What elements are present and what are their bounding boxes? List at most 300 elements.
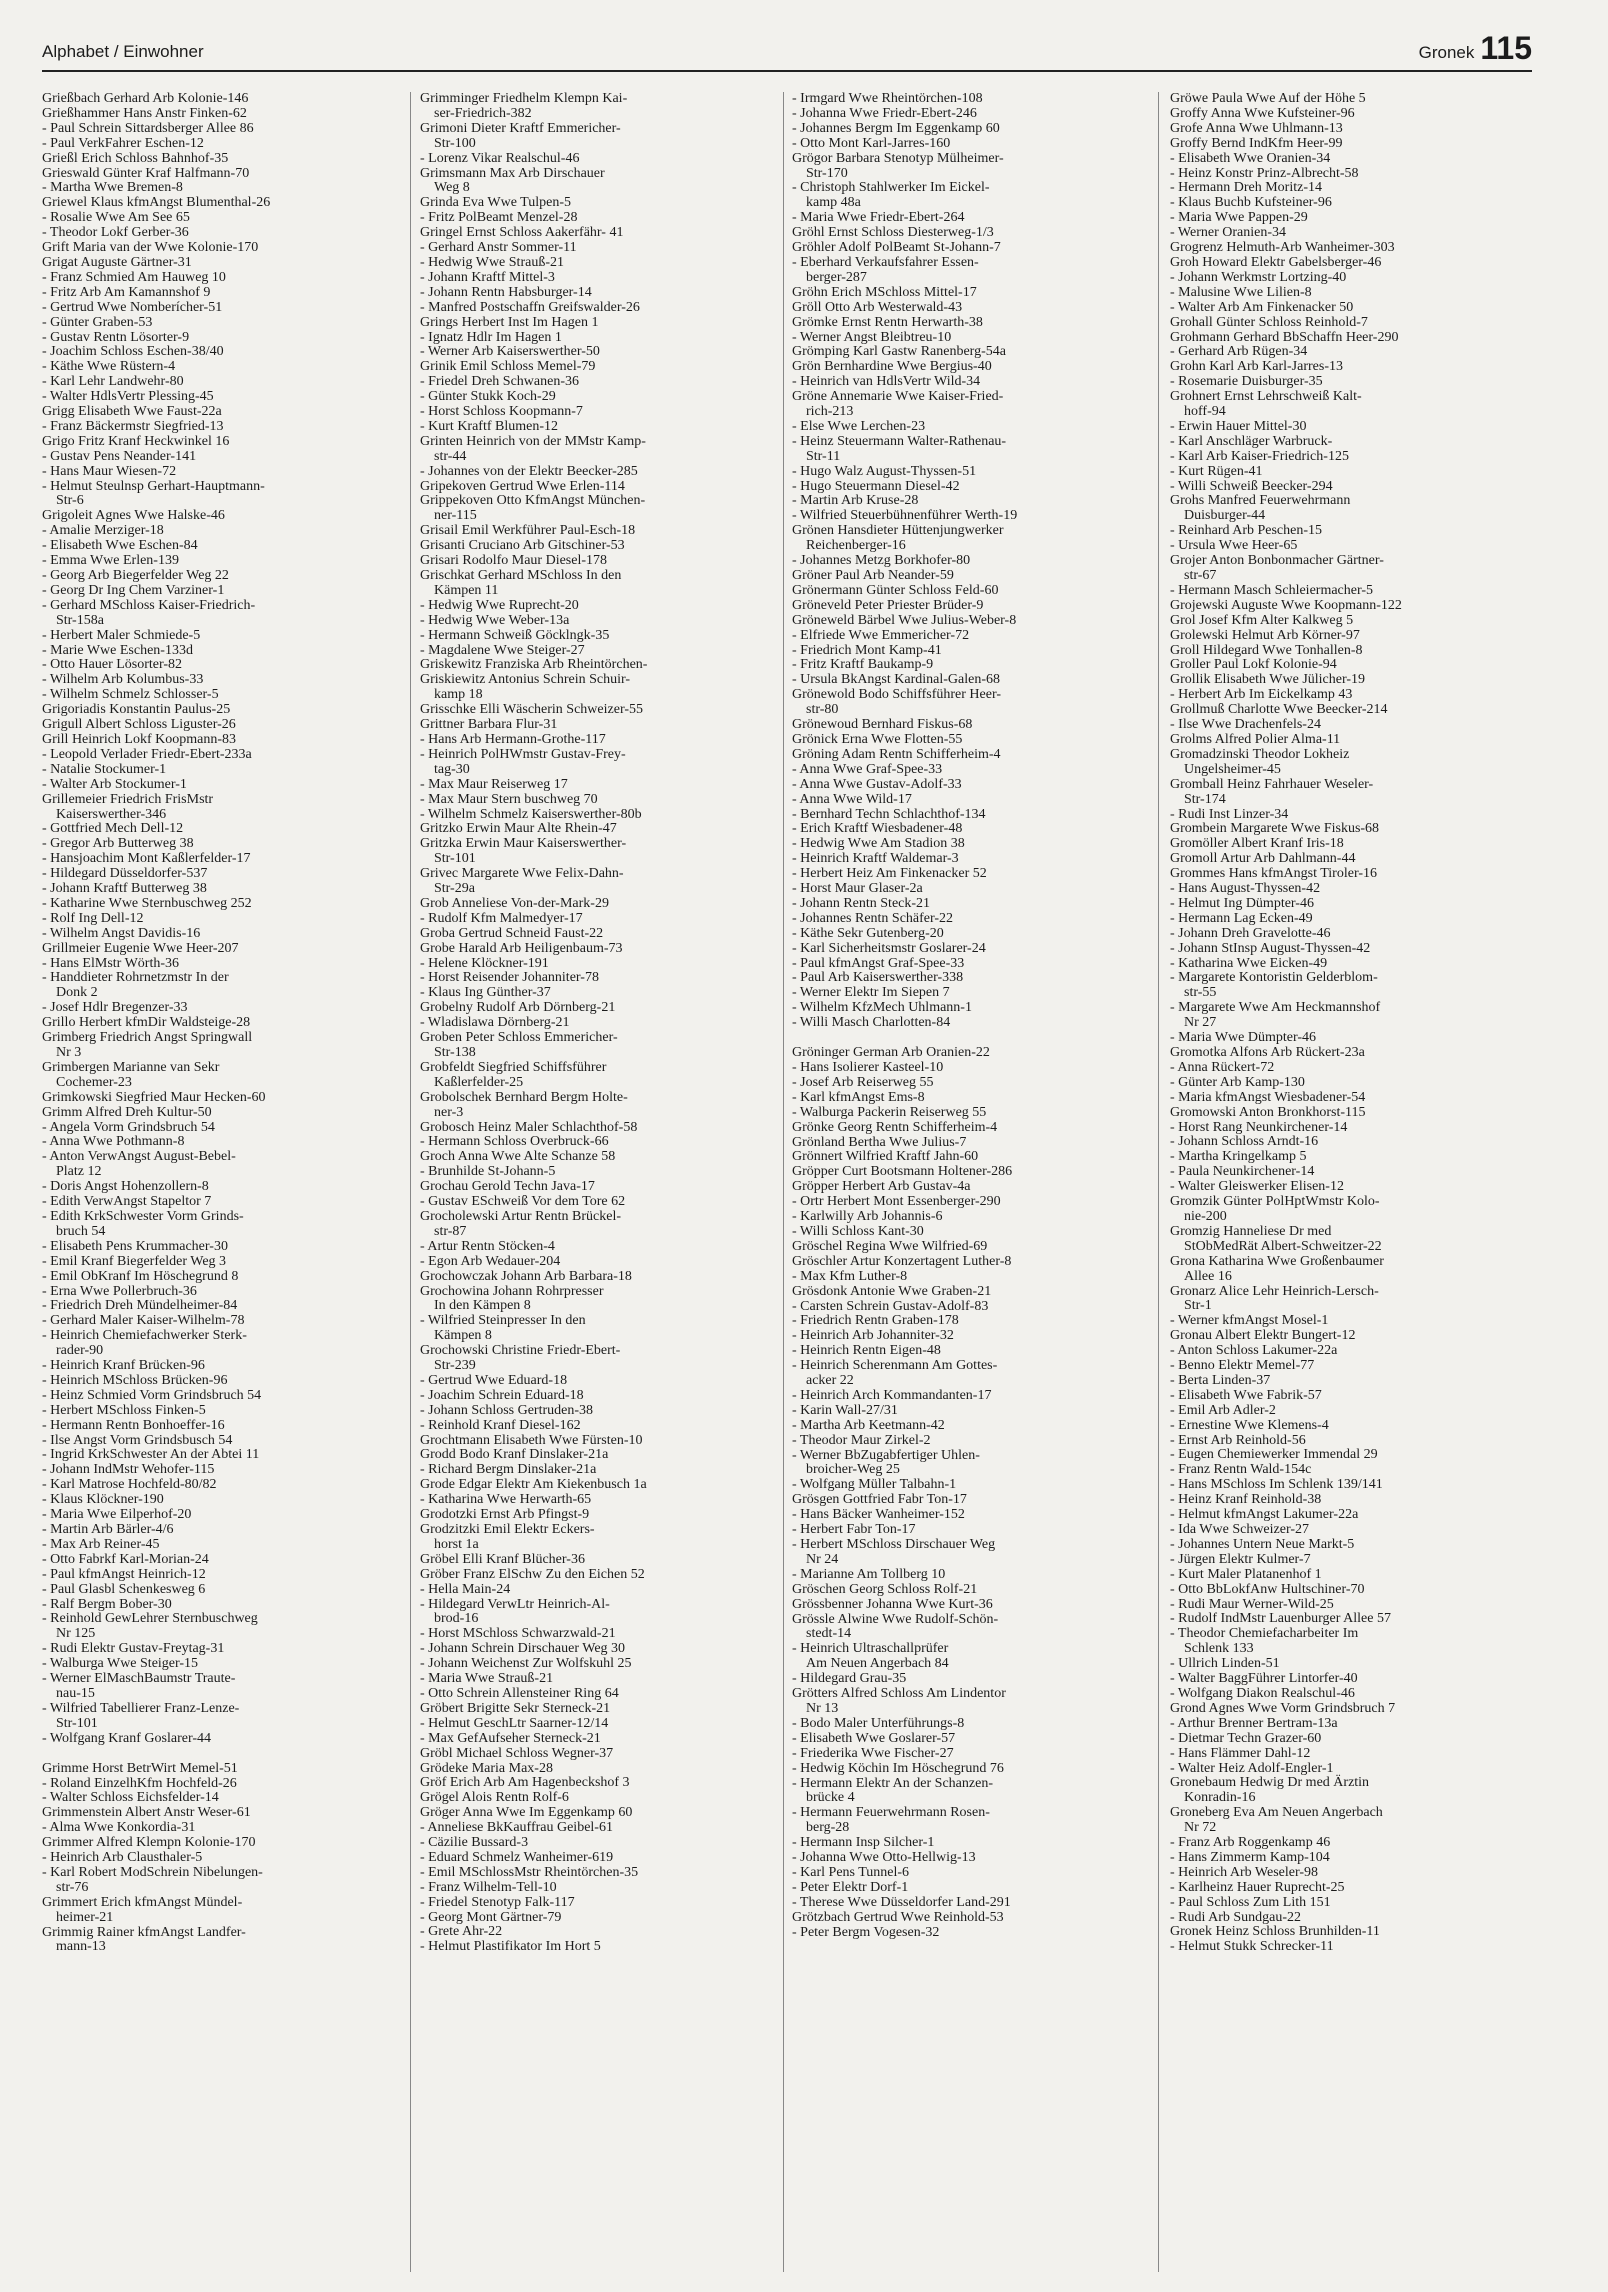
directory-entry-line: - Johann StInsp August-Thyssen-42: [1170, 940, 1371, 956]
directory-entry-line: - Edith VerwAngst Stapeltor 7: [42, 1194, 212, 1210]
page-header: [42, 30, 1532, 72]
directory-entry-line: - Hermann Schloss Overbruck-66: [420, 1134, 609, 1150]
directory-entry-line: - Theodor Chemiefacharbeiter Im: [1170, 1626, 1359, 1642]
directory-entry-line: - Franz Schmied Am Hauweg 10: [42, 269, 226, 285]
directory-entry-line: - Wolfgang Kranf Goslarer-44: [42, 1730, 211, 1746]
directory-entry-line: - Emma Wwe Erlen-139: [42, 553, 179, 569]
directory-entry-line: Grittner Barbara Flur-31: [420, 717, 558, 733]
directory-entry-line: - Otto Fabrkf Karl-Morian-24: [42, 1551, 209, 1567]
directory-entry-line: horst 1a: [434, 1536, 479, 1552]
directory-entry-line: - Klaus Buchb Kufsteiner-96: [1170, 195, 1332, 211]
directory-entry-line: - Wilhelm Arb Kolumbus-33: [42, 672, 204, 688]
directory-column-4: [1170, 92, 1535, 2277]
directory-entry-line: Groffy Anna Wwe Kufsteiner-96: [1170, 105, 1355, 121]
directory-entry-line: Grommes Hans kfmAngst Tiroler-16: [1170, 866, 1377, 882]
directory-entry-line: Grimmer Alfred Klempn Kolonie-170: [42, 1835, 256, 1851]
directory-entry-line: Grohmann Gerhard BbSchaffn Heer-290: [1170, 329, 1399, 345]
directory-entry-line: - Karl Anschläger Warbruck-: [1170, 433, 1333, 449]
directory-entry-line: Grimmig Rainer kfmAngst Landfer-: [42, 1924, 246, 1940]
directory-entry-line: Grönland Bertha Wwe Julius-7: [792, 1134, 967, 1150]
directory-entry-line: - Hedwig Wwe Ruprecht-20: [420, 597, 579, 613]
directory-entry-line: - Cäzilie Bussard-3: [420, 1835, 529, 1851]
directory-entry-line: - Gerhard Anstr Sommer-11: [420, 240, 577, 256]
directory-entry-line: Groben Peter Schloss Emmericher-: [420, 1030, 618, 1046]
directory-entry-line: - Wolfgang Müller Talbahn-1: [792, 1477, 957, 1493]
directory-entry-line: - Edith KrkSchwester Vorm Grinds-: [42, 1208, 244, 1224]
directory-entry-line: Grollik Elisabeth Wwe Jülicher-19: [1170, 672, 1366, 688]
directory-entry-line: Allee 16: [1184, 1268, 1232, 1284]
directory-entry-line: - Emil Arb Adler-2: [1170, 1402, 1276, 1418]
directory-entry-line: - Therese Wwe Düsseldorfer Land-291: [792, 1894, 1011, 1910]
directory-entry-line: Griewel Klaus kfmAngst Blumenthal-26: [42, 195, 271, 211]
directory-entry-line: Gritzka Erwin Maur Kaiserswerther-: [420, 836, 627, 852]
directory-entry-line: - Ernst Arb Reinhold-56: [1170, 1432, 1306, 1448]
directory-entry-line: - Anna Wwe Pothmann-8: [42, 1134, 185, 1150]
directory-entry-line: Gröneveld Peter Priester Brüder-9: [792, 597, 984, 613]
directory-entry-line: - Gertrud Wwe Eduard-18: [420, 1372, 568, 1388]
directory-entry-line: - Rudi Maur Werner-Wild-25: [1170, 1596, 1334, 1612]
directory-entry-line: Grobosch Heinz Maler Schlachthof-58: [420, 1119, 638, 1135]
directory-entry-line: - Natalie Stockumer-1: [42, 761, 167, 777]
directory-entry-line: Grodd Bodo Kranf Dinslaker-21a: [420, 1447, 609, 1463]
directory-entry-line: Grol Josef Kfm Alter Kalkweg 5: [1170, 612, 1354, 628]
directory-entry-line: - Johannes von der Elektr Beecker-285: [420, 463, 638, 479]
directory-entry-line: Weg 8: [434, 180, 470, 196]
directory-entry-line: Grießhammer Hans Anstr Finken-62: [42, 105, 247, 121]
directory-entry-line: Grimbergen Marianne van Sekr: [42, 1059, 220, 1075]
directory-entry-line: - Hedwig Wwe Strauß-21: [420, 254, 564, 270]
directory-entry-line: - Johannes Metzg Borkhofer-80: [792, 553, 971, 569]
directory-entry-line: - Martin Arb Bärler-4/6: [42, 1522, 174, 1537]
directory-entry-line: - Kurt Maler Platanenhof 1: [1170, 1566, 1322, 1582]
directory-entry-line: - Hans August-Thyssen-42: [1170, 881, 1321, 897]
directory-entry-line: Nr 24: [806, 1551, 839, 1567]
directory-entry-line: str-44: [434, 448, 467, 464]
directory-entry-line: - Rudi Inst Linzer-34: [1170, 806, 1289, 822]
directory-entry-line: Gröninger German Arb Oranien-22: [792, 1045, 990, 1061]
directory-entry-line: Grisanti Cruciano Arb Gitschiner-53: [420, 538, 625, 554]
directory-entry-line: Grollmuß Charlotte Wwe Beecker-214: [1170, 702, 1388, 718]
directory-entry-line: Groneberg Eva Am Neuen Angerbach: [1170, 1805, 1383, 1821]
directory-entry-line: - Else Wwe Lerchen-23: [792, 418, 926, 434]
directory-entry-line: heimer-21: [56, 1909, 114, 1925]
directory-entry-line: - Karl Robert ModSchrein Nibelungen-: [42, 1864, 263, 1880]
directory-entry-line: Schlenk 133: [1184, 1641, 1254, 1657]
directory-entry-line: - Emil ObKranf Im Höschegrund 8: [42, 1268, 239, 1284]
directory-entry-line: - Rudi Arb Sundgau-22: [1170, 1909, 1302, 1925]
directory-entry-line: Gröpper Curt Bootsmann Holtener-286: [792, 1164, 1013, 1180]
directory-entry-line: - Johannes Bergm Im Eggenkamp 60: [792, 120, 1000, 136]
directory-entry-line: - Martin Arb Kruse-28: [792, 493, 919, 509]
directory-entry-line: - Manfred Postschaffn Greifswalder-26: [420, 299, 640, 315]
directory-entry-line: Grift Maria van der Wwe Kolonie-170: [42, 240, 259, 256]
directory-entry-line: - Max GefAufseher Sterneck-21: [420, 1730, 601, 1746]
directory-entry-line: - Elfriede Wwe Emmericher-72: [792, 627, 970, 643]
directory-entry-line: Grigull Albert Schloss Liguster-26: [42, 717, 236, 733]
directory-entry-line: Grinda Eva Wwe Tulpen-5: [420, 195, 571, 211]
directory-entry-line: - Herbert MSchloss Finken-5: [42, 1402, 206, 1418]
directory-entry-line: - Hans Bäcker Wanheimer-152: [792, 1507, 965, 1523]
directory-entry-line: - Heinrich Ultraschallprüfer: [792, 1641, 949, 1657]
section-title: Alphabet / Einwohner: [42, 42, 204, 61]
directory-entry-line: - Hans Isolierer Kasteel-10: [792, 1060, 944, 1075]
directory-entry-line: Grocholewski Artur Rentn Brückel-: [420, 1208, 622, 1224]
directory-entry-line: Grinik Emil Schloss Memel-79: [420, 359, 596, 375]
directory-entry-line: - Horst Reisender Johanniter-78: [420, 970, 599, 986]
directory-entry-line: - Gustav Pens Neander-141: [42, 448, 197, 464]
directory-entry-line: Grögor Barbara Stenotyp Mülheimer-: [792, 150, 1004, 166]
column-divider: [410, 92, 411, 2272]
directory-entry-line: Gromzig Hanneliese Dr med: [1170, 1223, 1332, 1239]
directory-entry-line: - Friedrich Mont Kamp-41: [792, 642, 942, 658]
directory-entry-line: - Martha Arb Keetmann-42: [792, 1417, 945, 1433]
directory-entry-line: Grön Bernhardine Wwe Bergius-40: [792, 359, 992, 375]
directory-entry-line: Konradin-16: [1184, 1790, 1256, 1806]
directory-entry-line: - Helmut Steulnsp Gerhart-Hauptmann-: [42, 478, 265, 494]
directory-entry-line: - Doris Angst Hohenzollern-8: [42, 1179, 209, 1195]
directory-entry-line: Grießbach Gerhard Arb Kolonie-146: [42, 92, 249, 106]
directory-entry-line: Nr 27: [1184, 1015, 1217, 1031]
directory-entry-line: - Heinz Kranf Reinhold-38: [1170, 1492, 1322, 1508]
directory-entry-line: - Elisabeth Wwe Eschen-84: [42, 538, 198, 554]
directory-entry-line: - Dietmar Techn Grazer-60: [1170, 1730, 1322, 1746]
directory-entry-line: Grivec Margarete Wwe Felix-Dahn-: [420, 866, 624, 882]
directory-entry-line: Grönnert Wilfried Kraftf Jahn-60: [792, 1149, 979, 1165]
directory-entry-line: - Peter Bergm Vogesen-32: [792, 1924, 940, 1940]
directory-entry-line: - Karin Wall-27/31: [792, 1402, 898, 1418]
directory-entry-line: - Willi Masch Charlotten-84: [792, 1015, 951, 1031]
directory-entry-line: Grochowczak Johann Arb Barbara-18: [420, 1268, 632, 1284]
directory-entry-line: ner-115: [434, 508, 477, 524]
directory-entry-line: Grimsmann Max Arb Dirschauer: [420, 165, 605, 181]
directory-entry-line: Griskiewitz Antonius Schrein Schuir-: [420, 672, 631, 688]
directory-entry-line: Grond Agnes Wwe Vorm Grindsbruch 7: [1170, 1700, 1396, 1716]
directory-entry-line: Grobfeldt Siegfried Schiffsführer: [420, 1059, 607, 1075]
directory-entry-line: - Walter BaggFührer Lintorfer-40: [1170, 1671, 1358, 1687]
directory-entry-line: - Wilhelm Angst Davidis-16: [42, 925, 201, 941]
directory-entry-line: Grob Anneliese Von-der-Mark-29: [420, 895, 609, 911]
directory-entry-line: - Hermann Elektr An der Schanzen-: [792, 1775, 993, 1791]
directory-entry-line: Grohs Manfred Feuerwehrmann: [1170, 493, 1351, 509]
directory-entry-line: Grimberg Friedrich Angst Springwall: [42, 1030, 253, 1046]
directory-entry-line: Grigoleit Agnes Wwe Halske-46: [42, 508, 225, 524]
directory-entry-line: - Eugen Chemiewerker Immendal 29: [1170, 1447, 1378, 1463]
directory-entry-line: Gröbel Elli Kranf Blücher-36: [420, 1551, 585, 1567]
directory-entry-line: - Wilfried Steuerbühnenführer Werth-19: [792, 508, 1018, 524]
directory-entry-line: - Walburga Packerin Reiserweg 55: [792, 1104, 987, 1120]
directory-entry-line: - Rudolf Kfm Malmedyer-17: [420, 910, 583, 926]
directory-entry-line: - Friedrich Dreh Mündelheimer-84: [42, 1298, 238, 1314]
directory-entry-line: - Heinrich Arb Johanniter-32: [792, 1328, 954, 1344]
directory-entry-line: Grinten Heinrich von der MMstr Kamp-: [420, 433, 646, 449]
directory-entry-line: Str-138: [434, 1045, 476, 1060]
directory-entry-line: - Heinrich Arch Kommandanten-17: [792, 1387, 992, 1403]
directory-entry-line: - Paul kfmAngst Heinrich-12: [42, 1566, 206, 1582]
directory-entry-line: - Hermann Insp Silcher-1: [792, 1835, 935, 1851]
directory-entry-line: - Marianne Am Tollberg 10: [792, 1566, 946, 1582]
directory-entry-line: - Otto Hauer Lösorter-82: [42, 657, 183, 673]
directory-entry-line: - Bernhard Techn Schlachthof-134: [792, 806, 986, 822]
directory-entry-line: - Lorenz Vikar Realschul-46: [420, 150, 580, 166]
directory-entry-line: - Maria Wwe Pappen-29: [1170, 210, 1308, 226]
directory-entry-line: [42, 1747, 402, 1762]
directory-entry-line: - Josef Arb Reiserweg 55: [792, 1074, 934, 1090]
directory-entry-line: StObMedRät Albert-Schweitzer-22: [1184, 1238, 1382, 1254]
directory-entry-line: Grieswald Günter Kraf Halfmann-70: [42, 165, 250, 181]
directory-entry-line: - Heinrich van HdlsVertr Wild-34: [792, 374, 981, 390]
directory-entry-line: - Helmut Stukk Schrecker-11: [1170, 1939, 1334, 1955]
directory-entry-line: Gröf Erich Arb Am Hagenbeckshof 3: [420, 1775, 630, 1791]
directory-entry-line: Grohn Karl Arb Karl-Jarres-13: [1170, 359, 1343, 375]
directory-entry-line: - Walter HdlsVertr Plessing-45: [42, 389, 214, 405]
directory-entry-line: stedt-14: [806, 1626, 852, 1642]
directory-entry-line: Groll Hildegard Wwe Tonhallen-8: [1170, 642, 1363, 658]
directory-entry-line: Grings Herbert Inst Im Hagen 1: [420, 314, 599, 330]
directory-entry-line: - Heinrich Arb Clausthaler-5: [42, 1850, 203, 1866]
directory-entry-line: Grötzbach Gertrud Wwe Reinhold-53: [792, 1909, 1004, 1925]
directory-entry-line: - Paula Neunkirchener-14: [1170, 1164, 1315, 1180]
directory-entry-line: - Günter Arb Kamp-130: [1170, 1074, 1305, 1090]
directory-entry-line: acker 22: [806, 1373, 854, 1389]
directory-entry-line: - Johann Rentn Habsburger-14: [420, 284, 592, 300]
directory-entry-line: - Johann Schloss Arndt-16: [1170, 1134, 1319, 1150]
directory-entry-line: In den Kämpen 8: [434, 1298, 531, 1314]
directory-entry-line: - Hildegard Grau-35: [792, 1671, 907, 1687]
directory-column-1: [42, 92, 402, 2277]
directory-entry-line: - Helmut GeschLtr Saarner-12/14: [420, 1715, 609, 1731]
directory-entry-line: ser-Friedrich-382: [434, 105, 532, 121]
directory-entry-line: - Maria Wwe Strauß-21: [420, 1671, 554, 1687]
directory-entry-line: - Joachim Schloss Eschen-38/40: [42, 344, 224, 360]
directory-entry-line: Grombein Margarete Wwe Fiskus-68: [1170, 821, 1380, 837]
directory-entry-line: Grönke Georg Rentn Schifferheim-4: [792, 1119, 998, 1135]
directory-entry-line: Griskewitz Franziska Arb Rheintörchen-: [420, 657, 648, 673]
directory-entry-line: - Wladislawa Dörnberg-21: [420, 1015, 570, 1031]
directory-entry-line: - Heinz Konstr Prinz-Albrecht-58: [1170, 165, 1359, 181]
directory-entry-line: - Hans Flämmer Dahl-12: [1170, 1745, 1311, 1761]
directory-entry-line: - Wilhelm Schmelz Schlosser-5: [42, 687, 219, 703]
directory-entry-line: brod-16: [434, 1611, 479, 1627]
directory-entry-line: - Paul Glasbl Schenkesweg 6: [42, 1581, 206, 1597]
directory-entry-line: - Egon Arb Wedauer-204: [420, 1253, 561, 1269]
directory-entry-line: - Herbert Heiz Am Finkenacker 52: [792, 866, 987, 882]
directory-entry-line: - Gustav Rentn Lösorter-9: [42, 329, 190, 345]
directory-entry-line: Grönick Erna Wwe Flotten-55: [792, 731, 963, 747]
directory-entry-line: Reichenberger-16: [806, 538, 906, 554]
directory-entry-line: - Emil MSchlossMstr Rheintörchen-35: [420, 1864, 639, 1880]
directory-entry-line: - Karl Pens Tunnel-6: [792, 1864, 910, 1880]
directory-entry-line: - Heinz Schmied Vorm Grindsbruch 54: [42, 1387, 262, 1403]
directory-entry-line: Grochtmann Elisabeth Wwe Fürsten-10: [420, 1432, 643, 1448]
directory-entry-line: Grochau Gerold Techn Java-17: [420, 1179, 595, 1195]
directory-entry-line: - Paul kfmAngst Graf-Spee-33: [792, 955, 965, 971]
directory-entry-line: Str-101: [434, 851, 476, 867]
directory-entry-line: - Marie Wwe Eschen-133d: [42, 642, 193, 658]
directory-entry-line: - Rudi Elektr Gustav-Freytag-31: [42, 1641, 225, 1657]
directory-entry-line: - Kurt Kraftf Blumen-12: [420, 418, 559, 434]
running-head: [1419, 30, 1532, 67]
directory-entry-line: - Heinrich Scherenmann Am Gottes-: [792, 1358, 998, 1374]
directory-entry-line: Grohall Günter Schloss Reinhold-7: [1170, 314, 1368, 330]
directory-entry-line: - Werner Elektr Im Siepen 7: [792, 985, 950, 1001]
directory-entry-line: - Werner kfmAngst Mosel-1: [1170, 1313, 1329, 1329]
directory-entry-line: - Eberhard Verkaufsfahrer Essen-: [792, 254, 979, 270]
directory-entry-line: - Werner Arb Kaiserswerther-50: [420, 344, 600, 360]
directory-entry-line: Grögel Alois Rentn Rolf-6: [420, 1790, 569, 1806]
directory-entry-line: - Helmut Ing Dümpter-46: [1170, 895, 1314, 911]
directory-entry-line: - Elisabeth Wwe Fabrik-57: [1170, 1387, 1322, 1403]
directory-entry-line: - Reinhold GewLehrer Sternbuschweg: [42, 1611, 258, 1627]
directory-entry-line: Groffy Bernd IndKfm Heer-99: [1170, 135, 1343, 151]
directory-entry-line: nau-15: [56, 1685, 95, 1701]
directory-entry-line: - Reinhold Kranf Diesel-162: [420, 1417, 581, 1433]
directory-entry-line: - Hugo Walz August-Thyssen-51: [792, 463, 977, 479]
directory-entry-line: Groch Anna Wwe Alte Schanze 58: [420, 1149, 616, 1165]
directory-entry-line: brücke 4: [806, 1790, 855, 1806]
directory-entry-line: Gritzko Erwin Maur Alte Rhein-47: [420, 821, 617, 837]
directory-entry-line: - Willi Schloss Kant-30: [792, 1223, 924, 1239]
directory-entry-line: - Peter Elektr Dorf-1: [792, 1879, 909, 1895]
directory-entry-line: - Herbert Fabr Ton-17: [792, 1522, 916, 1538]
directory-entry-line: - Maria Wwe Dümpter-46: [1170, 1030, 1317, 1046]
directory-entry-line: Grohnert Ernst Lehrschweiß Kalt-: [1170, 389, 1362, 405]
directory-entry-line: - Friedrich Rentn Graben-178: [792, 1313, 959, 1329]
directory-entry-line: - Werner BbZugabfertiger Uhlen-: [792, 1447, 980, 1463]
directory-entry-line: berger-287: [806, 269, 867, 285]
directory-entry-line: rich-213: [806, 404, 854, 420]
directory-entry-line: - Elisabeth Pens Krummacher-30: [42, 1238, 228, 1254]
directory-column-3: [792, 92, 1148, 2277]
directory-entry-line: Grolms Alfred Polier Alma-11: [1170, 731, 1341, 747]
directory-entry-line: Grillo Herbert kfmDir Waldsteige-28: [42, 1015, 251, 1031]
directory-entry-line: - Helmut Plastifikator Im Hort 5: [420, 1939, 601, 1955]
directory-entry-line: Gromowski Anton Bronkhorst-115: [1170, 1104, 1366, 1120]
directory-entry-line: - Rudolf IndMstr Lauenburger Allee 57: [1170, 1611, 1391, 1627]
directory-entry-line: - Anneliese BkKauffrau Geibel-61: [420, 1820, 613, 1836]
directory-entry-line: - Alma Wwe Konkordia-31: [42, 1820, 196, 1836]
directory-entry-line: - Hedwig Wwe Am Stadion 38: [792, 836, 965, 852]
directory-entry-line: - Friedel Stenotyp Falk-117: [420, 1894, 575, 1910]
directory-entry-line: - Hermann Masch Schleiermacher-5: [1170, 582, 1374, 598]
directory-entry-line: Gröschel Regina Wwe Wilfried-69: [792, 1238, 988, 1254]
directory-entry-line: - Karl Lehr Landwehr-80: [42, 374, 184, 390]
directory-entry-line: - Wolfgang Diakon Realschul-46: [1170, 1685, 1355, 1701]
directory-entry-line: - Irmgard Wwe Rheintörchen-108: [792, 92, 983, 106]
directory-entry-line: - Ilse Wwe Drachenfels-24: [1170, 717, 1321, 733]
directory-entry-line: Gröneweld Bärbel Wwe Julius-Weber-8: [792, 612, 1017, 628]
directory-entry-line: - Eduard Schmelz Wanheimer-619: [420, 1849, 614, 1865]
directory-entry-line: Gröschler Artur Konzertagent Luther-8: [792, 1253, 1012, 1269]
directory-entry-line: Duisburger-44: [1184, 508, 1266, 524]
directory-entry-line: - Anna Wwe Wild-17: [792, 791, 912, 807]
directory-entry-line: - Leopold Verlader Friedr-Ebert-233a: [42, 746, 252, 762]
directory-entry-line: Grigat Auguste Gärtner-31: [42, 254, 192, 270]
directory-entry-line: Kaiserswerther-346: [56, 806, 167, 822]
directory-entry-line: - Heinrich MSchloss Brücken-96: [42, 1372, 228, 1388]
directory-entry-line: Gröger Anna Wwe Im Eggenkamp 60: [420, 1805, 633, 1821]
directory-entry-line: Gringel Ernst Schloss Aakerfähr- 41: [420, 225, 624, 241]
directory-entry-line: - Heinrich Kranf Brücken-96: [42, 1358, 205, 1374]
directory-entry-line: - Otto Mont Karl-Jarres-160: [792, 135, 951, 151]
directory-entry-line: Gromöller Albert Kranf Iris-18: [1170, 836, 1344, 852]
directory-entry-line: - Max Arb Reiner-45: [42, 1536, 160, 1552]
directory-entry-line: - Ullrich Linden-51: [1170, 1656, 1280, 1672]
directory-entry-line: - Günter Graben-53: [42, 314, 153, 330]
directory-entry-line: Grischkat Gerhard MSchloss In den: [420, 568, 622, 583]
directory-entry-line: - Rolf Ing Dell-12: [42, 910, 144, 926]
directory-entry-line: - Heinrich Kraftf Waldemar-3: [792, 851, 959, 867]
directory-entry-line: Donk 2: [56, 985, 98, 1001]
directory-entry-line: Grofe Anna Wwe Uhlmann-13: [1170, 120, 1343, 136]
directory-entry-line: Str-11: [806, 448, 841, 464]
directory-entry-line: - Hans Arb Hermann-Grothe-117: [420, 731, 606, 747]
directory-entry-line: - Heinz Steuermann Walter-Rathenau-: [792, 433, 1007, 449]
directory-entry-line: Gronau Albert Elektr Bungert-12: [1170, 1328, 1356, 1344]
directory-entry-line: Grödeke Maria Max-28: [420, 1760, 553, 1776]
directory-entry-line: Grimoni Dieter Kraftf Emmericher-: [420, 120, 621, 136]
directory-entry-line: [792, 1031, 1148, 1046]
directory-entry-line: - Hermann Rentn Bonhoeffer-16: [42, 1417, 225, 1433]
directory-entry-line: - Hans MSchloss Im Schlenk 139/141: [1170, 1477, 1383, 1493]
directory-entry-line: - Johann Schrein Dirschauer Weg 30: [420, 1641, 626, 1657]
directory-entry-line: Groller Paul Lokf Kolonie-94: [1170, 657, 1337, 673]
directory-entry-line: - Malusine Wwe Lilien-8: [1170, 284, 1312, 300]
directory-entry-line: - Handdieter Rohrnetzmstr In der: [42, 970, 229, 986]
directory-entry-line: - Johannes Rentn Schäfer-22: [792, 910, 954, 926]
directory-entry-line: - Helene Klöckner-191: [420, 955, 549, 971]
directory-entry-line: - Berta Linden-37: [1170, 1372, 1271, 1388]
directory-entry-line: Grimmenstein Albert Anstr Weser-61: [42, 1805, 251, 1821]
directory-entry-line: - Hermann Schweiß Göcklngk-35: [420, 627, 610, 643]
directory-entry-line: - Ursula BkAngst Kardinal-Galen-68: [792, 672, 1001, 688]
directory-entry-line: Groh Howard Elektr Gabelsberger-46: [1170, 254, 1382, 270]
directory-entry-line: - Käthe Wwe Rüstern-4: [42, 359, 176, 375]
directory-entry-line: - Ralf Bergm Bober-30: [42, 1596, 172, 1612]
directory-entry-line: Gromzik Günter PolHptWmstr Kolo-: [1170, 1194, 1380, 1210]
directory-entry-line: - Otto Schrein Allensteiner Ring 64: [420, 1685, 619, 1701]
directory-entry-line: - Ilse Angst Vorm Grindsbusch 54: [42, 1432, 233, 1448]
directory-entry-line: Grisari Rodolfo Maur Diesel-178: [420, 553, 608, 569]
directory-entry-line: ner-3: [434, 1104, 464, 1120]
directory-entry-line: - Willi Schweiß Beecker-294: [1170, 478, 1333, 494]
directory-entry-line: Str-100: [434, 135, 476, 151]
directory-entry-line: - Ernestine Wwe Klemens-4: [1170, 1417, 1329, 1433]
directory-entry-line: - Paul VerkFahrer Eschen-12: [42, 135, 204, 151]
directory-entry-line: - Martha Kringelkamp 5: [1170, 1149, 1307, 1165]
directory-entry-line: - Johannes Untern Neue Markt-5: [1170, 1536, 1355, 1552]
directory-entry-line: str-76: [56, 1879, 89, 1895]
directory-entry-line: - Werner Oranien-34: [1170, 225, 1287, 241]
directory-entry-line: - Artur Rentn Stöcken-4: [420, 1238, 555, 1254]
directory-entry-line: Grönen Hansdieter Hüttenjungwerker: [792, 523, 1004, 539]
directory-entry-line: - Walburga Wwe Steiger-15: [42, 1656, 199, 1672]
directory-entry-line: Nr 72: [1184, 1820, 1217, 1836]
directory-entry-line: - Ida Wwe Schweizer-27: [1170, 1522, 1310, 1537]
directory-entry-line: - Erich Kraftf Wiesbadener-48: [792, 821, 963, 837]
directory-entry-line: hoff-94: [1184, 404, 1226, 420]
directory-entry-line: Gröhl Ernst Schloss Diesterweg-1/3: [792, 225, 994, 241]
directory-entry-line: - Wilfried Steinpresser In den: [420, 1313, 586, 1329]
directory-entry-line: - Kurt Rügen-41: [1170, 463, 1263, 479]
directory-entry-line: - Roland EinzelhKfm Hochfeld-26: [42, 1775, 237, 1791]
directory-entry-line: Grönermann Günter Schloss Feld-60: [792, 582, 999, 598]
directory-entry-line: - Theodor Lokf Gerber-36: [42, 225, 189, 241]
directory-entry-line: Gronarz Alice Lehr Heinrich-Lersch-: [1170, 1283, 1379, 1299]
directory-entry-line: - Josef Hdlr Bregenzer-33: [42, 1000, 188, 1016]
directory-entry-line: - Ignatz Hdlr Im Hagen 1: [420, 329, 562, 345]
directory-entry-line: Gröbert Brigitte Sekr Sterneck-21: [420, 1700, 611, 1716]
directory-entry-line: - Reinhard Arb Peschen-15: [1170, 523, 1323, 539]
